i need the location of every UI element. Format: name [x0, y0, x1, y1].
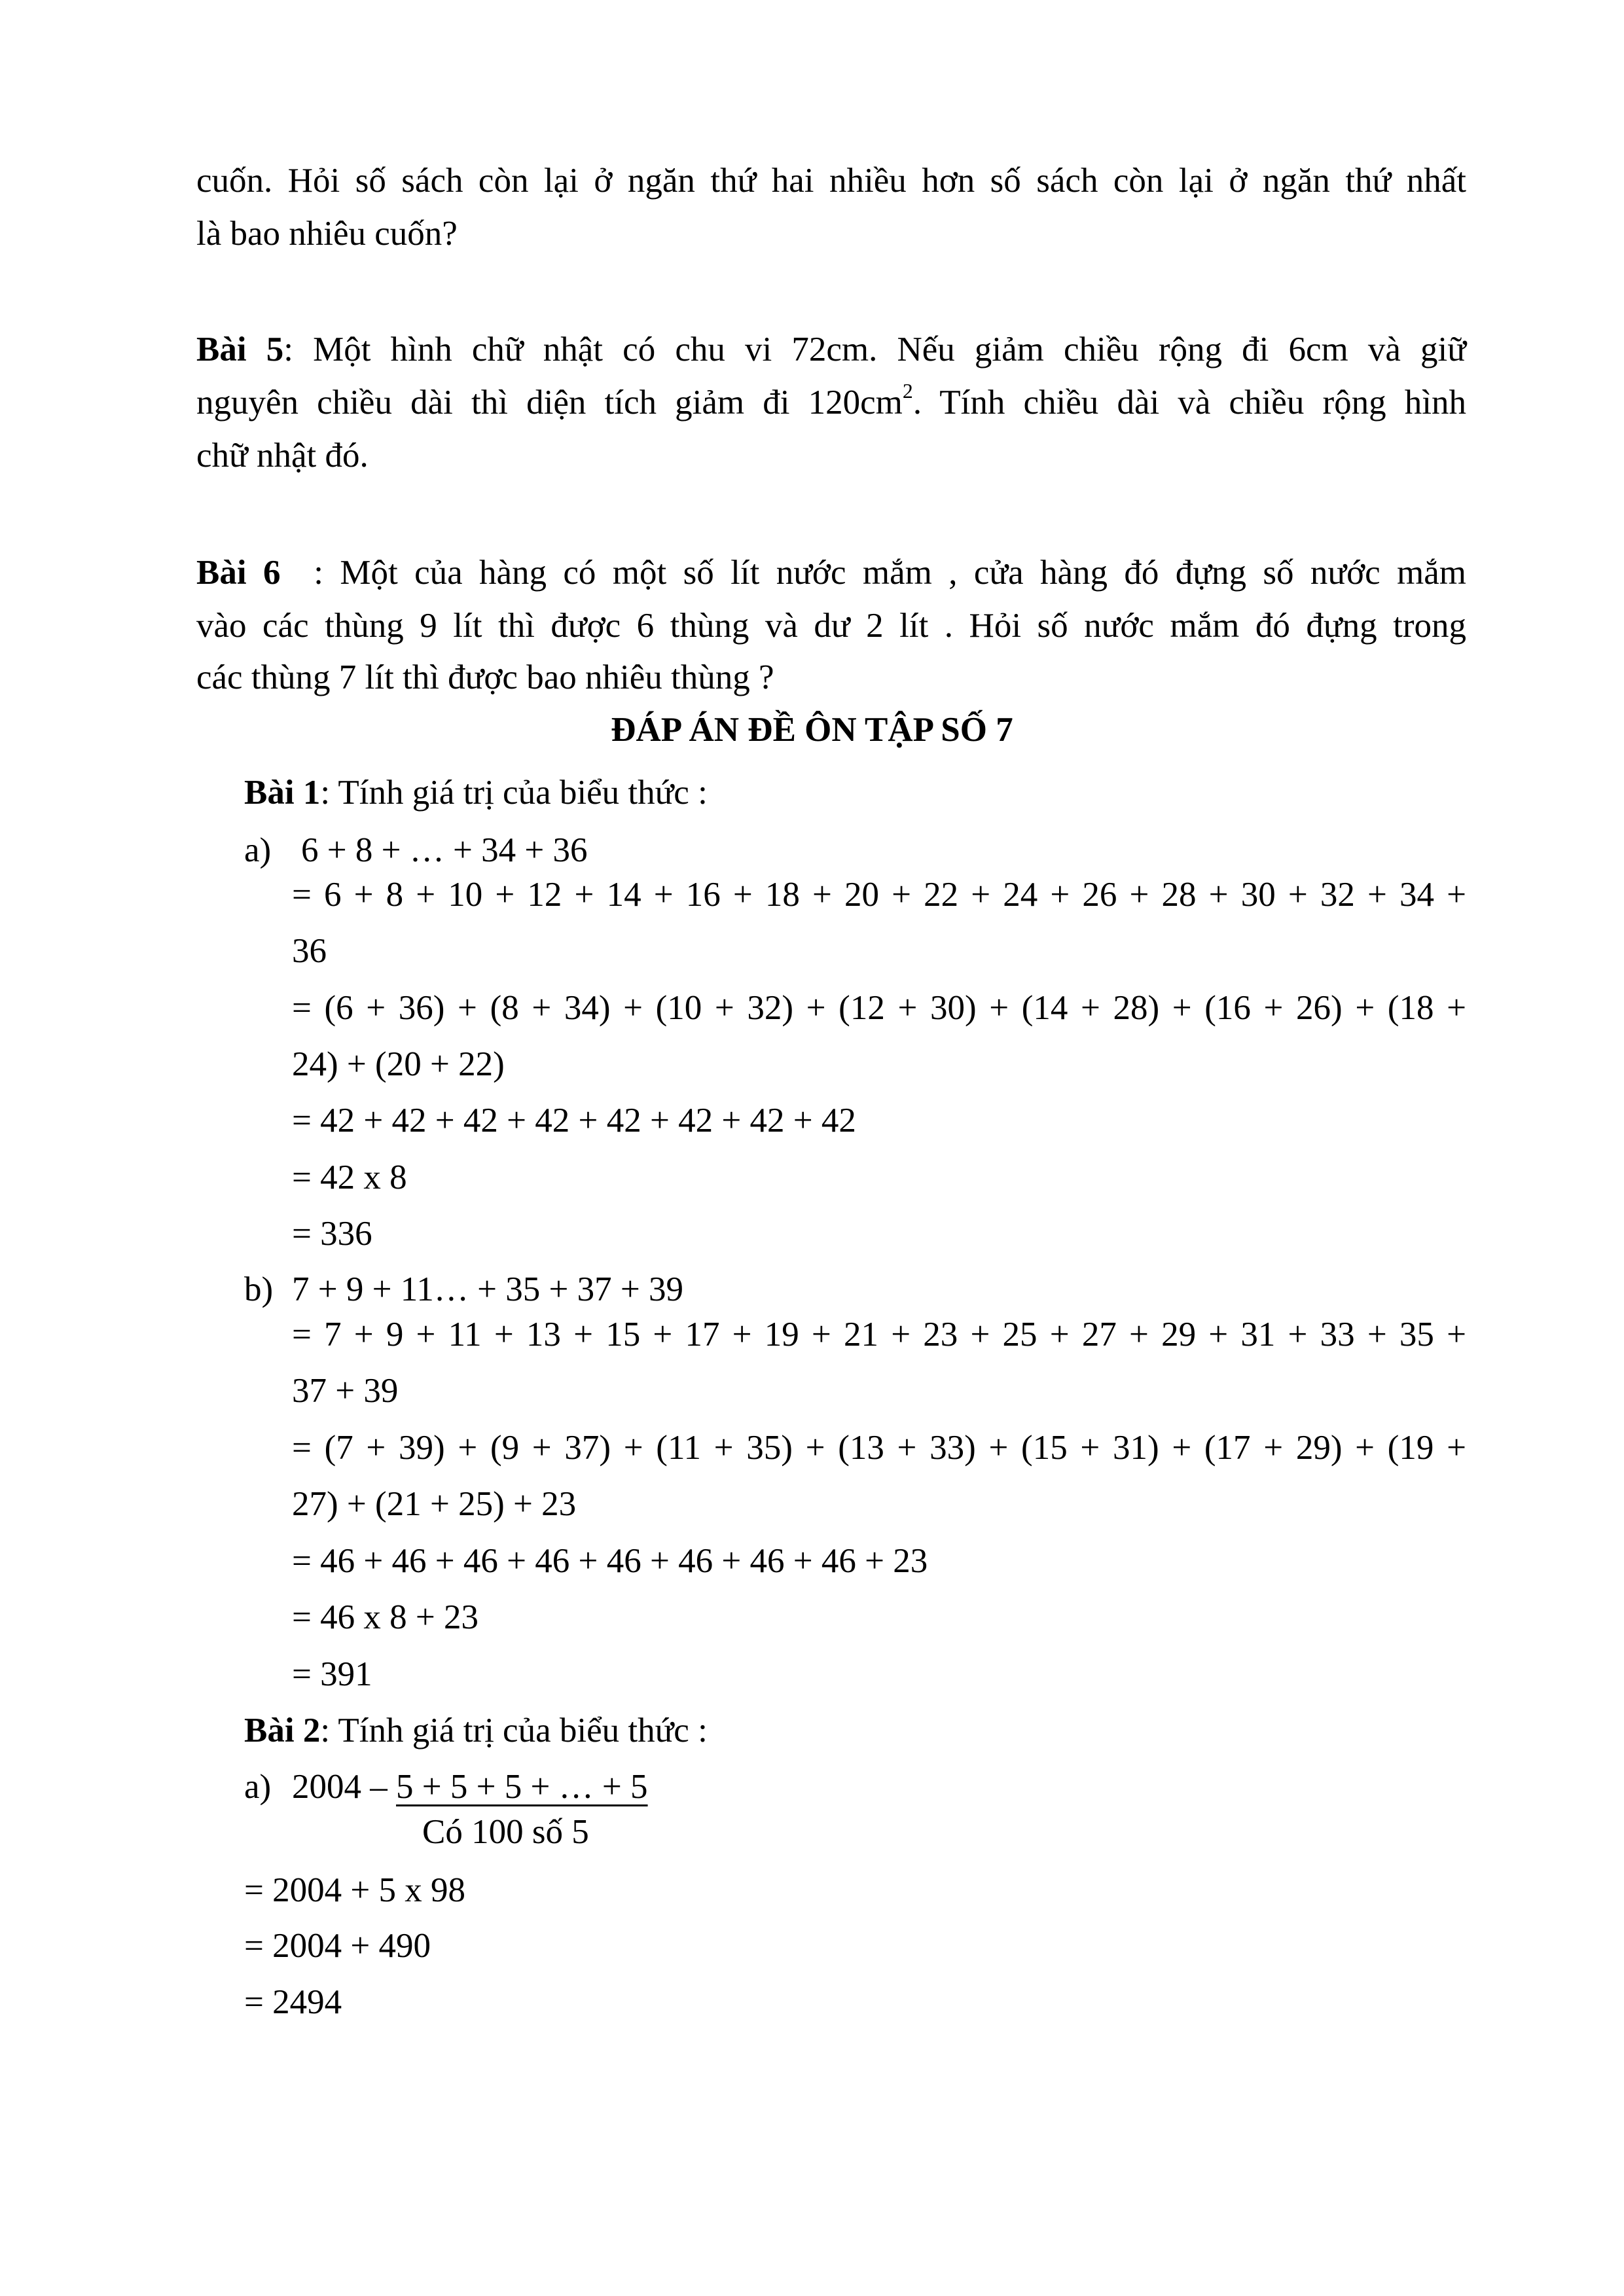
- answer2-heading: [244, 1713, 708, 1748]
- answer1-label: Bài 1: [244, 774, 321, 812]
- answer1-heading: [244, 776, 708, 810]
- bai6-label: Bài 6: [196, 554, 281, 592]
- answer2a-note: Có 100 số 5: [422, 1813, 589, 1851]
- answer-title: ĐÁP ÁN ĐỀ ÔN TẬP SỐ 7: [611, 711, 1013, 749]
- answer2a-underlined-sum: 5 + 5 + 5 + … + 5: [396, 1768, 648, 1806]
- bai5-line-3: chữ nhật đó.: [196, 437, 369, 475]
- answer1a-step: 36: [292, 932, 327, 970]
- answer2a-marker: a): [244, 1768, 272, 1806]
- bai6-line-1: [196, 556, 1466, 590]
- answer2a-step: = 2004 + 5 x 98: [244, 1871, 466, 1909]
- intro-line-1: cuốn. Hỏi số sách còn lại ở ngăn thứ hai nhiều hơn số sách còn lại ở ngăn thứ nhất: [196, 162, 1466, 200]
- intro-line-2: là bao nhiêu cuốn?: [196, 215, 458, 253]
- bai5-text-1: : Một hình chữ nhật có chu vi 72cm. Nếu giảm chiều rộng đi 6cm và giữ: [283, 331, 1467, 368]
- answer1b-step: = 391: [292, 1655, 372, 1693]
- bai5-text-2a: nguyên chiều dài thì diện tích giảm đi 120cm: [196, 384, 903, 422]
- bai5-superscript: 2: [902, 380, 913, 403]
- bai5-line-2: [196, 380, 1467, 422]
- bai6-line-2: vào các thùng 9 lít thì được 6 thùng và dư 2 lít . Hỏi số nước mắm đó đựng trong: [196, 607, 1466, 645]
- answer2a-expression: [292, 1770, 648, 1804]
- answer2a-lead: 2004 –: [292, 1768, 396, 1806]
- answer2a-step: = 2494: [244, 1983, 342, 2021]
- bai5-line-1: [196, 332, 1466, 367]
- answer1b-step: = 7 + 9 + 11 + 13 + 15 + 17 + 19 + 21 + 23 + 25 + 27 + 29 + 31 + 33 + 35 +: [292, 1316, 1466, 1354]
- answer2a-step: = 2004 + 490: [244, 1927, 431, 1965]
- answer2-label: Bài 2: [244, 1712, 321, 1749]
- answer1b-expression: 7 + 9 + 11… + 35 + 37 + 39: [292, 1270, 683, 1308]
- answer1a-step: 24) + (20 + 22): [292, 1045, 505, 1083]
- answer1a-step: = (6 + 36) + (8 + 34) + (10 + 32) + (12 + 30) + (14 + 28) + (16 + 26) + (18 +: [292, 989, 1466, 1027]
- answer2-prompt: : Tính giá trị của biểu thức :: [320, 1712, 708, 1749]
- bai5-label: Bài 5: [196, 331, 284, 368]
- answer1b-step: = (7 + 39) + (9 + 37) + (11 + 35) + (13 + 33) + (15 + 31) + (17 + 29) + (19 +: [292, 1429, 1466, 1467]
- answer1a-step: = 336: [292, 1215, 372, 1253]
- answer1-prompt: : Tính giá trị của biểu thức :: [320, 774, 708, 812]
- bai5-text-2b: . Tính chiều dài và chiều rộng hình: [912, 384, 1467, 422]
- answer1a-marker: a): [244, 831, 272, 869]
- answer1a-step: = 42 x 8: [292, 1158, 407, 1196]
- answer1b-marker: b): [244, 1270, 274, 1308]
- answer1b-step: = 46 + 46 + 46 + 46 + 46 + 46 + 46 + 46 + 23: [292, 1542, 928, 1580]
- answer1b-step: = 46 x 8 + 23: [292, 1598, 479, 1636]
- bai6-line-3: các thùng 7 lít thì được bao nhiêu thùng ?: [196, 658, 774, 696]
- answer1a-step: = 6 + 8 + 10 + 12 + 14 + 16 + 18 + 20 + 22 + 24 + 26 + 28 + 30 + 32 + 34 +: [292, 876, 1466, 914]
- answer1b-step: 27) + (21 + 25) + 23: [292, 1485, 577, 1523]
- answer1a-step: = 42 + 42 + 42 + 42 + 42 + 42 + 42 + 42: [292, 1102, 856, 1139]
- answer1b-step: 37 + 39: [292, 1372, 399, 1410]
- bai6-text-1: : Một của hàng có một số lít nước mắm , cửa hàng đó đựng số nước mắm: [280, 554, 1467, 592]
- answer1a-expression: 6 + 8 + … + 34 + 36: [301, 831, 588, 869]
